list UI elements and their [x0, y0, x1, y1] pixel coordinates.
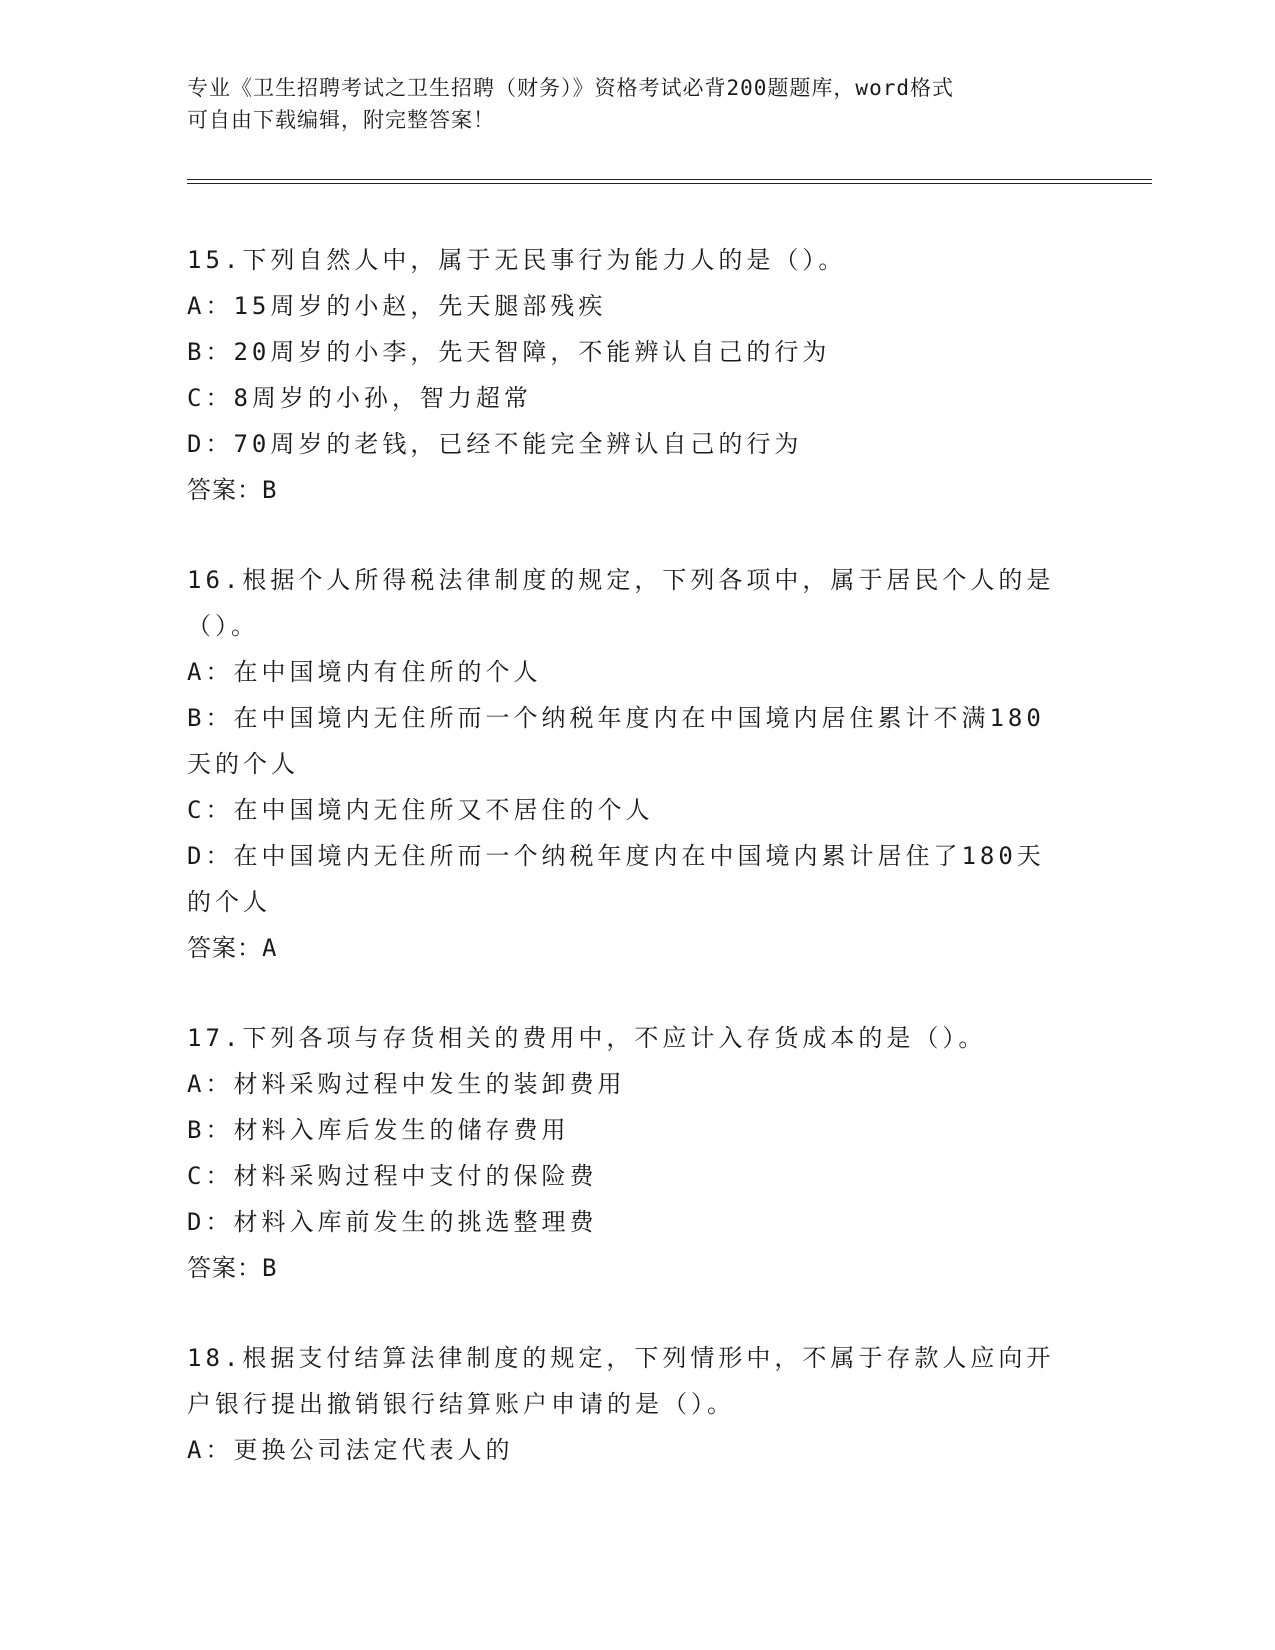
answer-option: C：材料采购过程中支付的保险费 — [187, 1162, 598, 1190]
answer-option: C：在中国境内无住所又不居住的个人 — [187, 796, 654, 824]
question-block — [187, 1335, 1082, 1473]
question-stem: 15.下列自然人中，属于无民事行为能力人的是（）。 — [187, 246, 847, 274]
answer-option: A：在中国境内有住所的个人 — [187, 658, 542, 686]
header-line-1: 专业《卫生招聘考试之卫生招聘（财务）》资格考试必背200题题库，word格式 — [187, 76, 954, 100]
question-list — [187, 237, 1082, 1517]
answer-option: D：材料入库前发生的挑选整理费 — [187, 1208, 598, 1236]
answer-option: D：70周岁的老钱，已经不能完全辨认自己的行为 — [187, 430, 803, 458]
question-block — [187, 557, 1082, 971]
answer-option: B：在中国境内无住所而一个纳税年度内在中国境内居住累计不满180 — [187, 704, 1045, 732]
answer-option: D：在中国境内无住所而一个纳税年度内在中国境内累计居住了180天 — [187, 842, 1045, 870]
header-divider-top — [187, 179, 1152, 180]
question-stem: （）。 — [187, 612, 259, 640]
answer-option: A：更换公司法定代表人的 — [187, 1436, 514, 1464]
header-divider-bottom — [187, 183, 1152, 184]
answer-key: 答案：B — [187, 476, 278, 504]
answer-option: B：20周岁的小李，先天智障，不能辨认自己的行为 — [187, 338, 831, 366]
question-stem: 户银行提出撤销银行结算账户申请的是（）。 — [187, 1390, 735, 1418]
document-header — [187, 72, 1087, 136]
question-block — [187, 1015, 1082, 1291]
answer-option: 的个人 — [187, 888, 271, 916]
answer-option: C：8周岁的小孙，智力超常 — [187, 384, 532, 412]
answer-key: 答案：A — [187, 934, 278, 962]
header-line-2: 可自由下载编辑，附完整答案！ — [187, 108, 495, 132]
question-stem: 16.根据个人所得税法律制度的规定，下列各项中，属于居民个人的是 — [187, 566, 1055, 594]
question-block — [187, 237, 1082, 513]
answer-key: 答案：B — [187, 1254, 278, 1282]
answer-option: 天的个人 — [187, 750, 299, 778]
question-stem: 17.下列各项与存货相关的费用中，不应计入存货成本的是（）。 — [187, 1024, 987, 1052]
question-stem: 18.根据支付结算法律制度的规定，下列情形中，不属于存款人应向开 — [187, 1344, 1055, 1372]
answer-option: A：材料采购过程中发生的装卸费用 — [187, 1070, 626, 1098]
answer-option: B：材料入库后发生的储存费用 — [187, 1116, 570, 1144]
answer-option: A：15周岁的小赵，先天腿部残疾 — [187, 292, 607, 320]
